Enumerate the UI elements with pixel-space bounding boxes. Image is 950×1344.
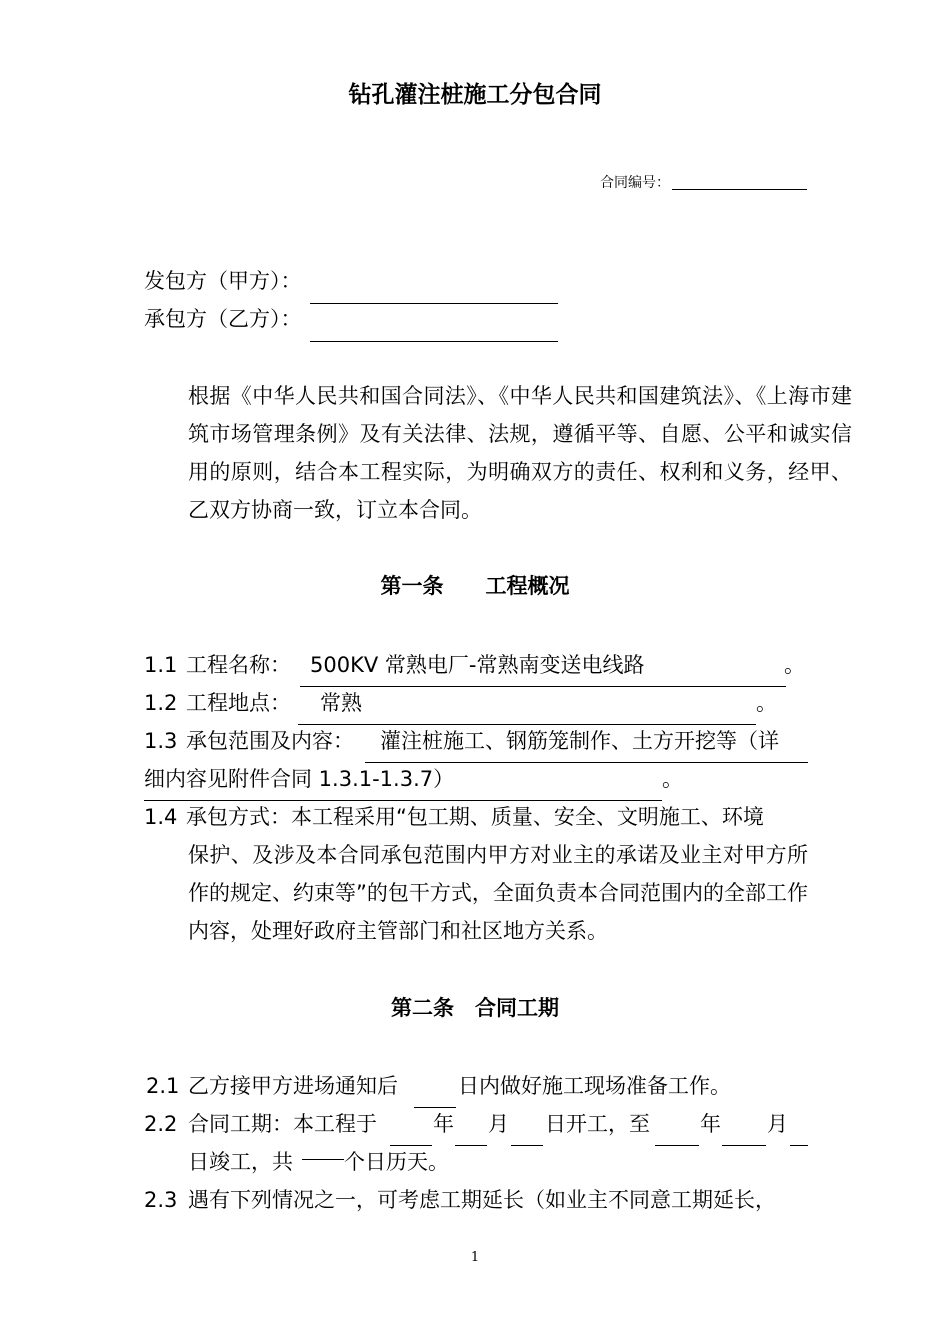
item-1-3-label: 承包范围及内容： xyxy=(186,729,354,753)
item-1-4-first-line: 承包方式：本工程采用“包工期、质量、安全、文明施工、环境 xyxy=(186,805,764,829)
scope-value-line-2: 细内容见附件合同 1.3.1-1.3.7） xyxy=(144,767,455,791)
item-1-2-number: 1.2 xyxy=(144,691,178,715)
article-2-heading: 第二条 合同工期 xyxy=(391,996,559,1020)
item-2-3-number: 2.3 xyxy=(144,1188,178,1212)
item-2-1-text-b: 日内做好施工现场准备工作。 xyxy=(458,1074,731,1098)
party-a-label: 发包方（甲方）： xyxy=(144,269,302,293)
item-1-4-continuation: 保护、及涉及本合同承包范围内甲方对业主的承诺及业主对甲方所作的规定、约束等”的包干方式，全面负责本合同范围内的全部工作内容，处理好政府主管部门和社区地方关系。 xyxy=(188,843,808,943)
item-2-2-number: 2.2 xyxy=(144,1112,178,1136)
preamble-paragraph: 根据《中华人民共和国合同法》、《中华人民共和国建筑法》、《上海市建筑市场管理条例》及有关法律、法规，遵循平等、自愿、公平和诚实信用的原则，结合本工程实际，为明确双方的责任、权利和义务，经甲、乙双方协商一致，订立本合同。 xyxy=(188,384,852,522)
item-2-2-text-b: 日竣工，共 xyxy=(188,1150,293,1174)
end-month-blank[interactable] xyxy=(722,1145,766,1146)
item-2-3-text: 遇有下列情况之一，可考虑工期延长（如业主不同意工期延长， xyxy=(188,1188,776,1212)
start-month-label: 月 xyxy=(488,1112,509,1136)
item-1-4-number: 1.4 xyxy=(144,805,178,829)
end-year-blank[interactable] xyxy=(655,1145,699,1146)
article-1-heading: 第一条 工程概况 xyxy=(380,574,570,598)
start-day-label: 日开工，至 xyxy=(545,1112,650,1136)
item-1-1-number: 1.1 xyxy=(144,653,178,677)
party-a-blank[interactable] xyxy=(310,303,558,304)
project-name-underline xyxy=(300,686,786,687)
item-2-2-text-a: 合同工期：本工程于 xyxy=(188,1112,377,1136)
contract-number-label: 合同编号： xyxy=(600,175,670,191)
contract-number-blank[interactable] xyxy=(672,189,807,190)
project-name-value: 500KV 常熟电厂-常熟南变送电线路 xyxy=(310,653,645,677)
start-day-blank[interactable] xyxy=(511,1145,543,1146)
item-1-1-period: 。 xyxy=(784,653,805,677)
end-month-label: 月 xyxy=(767,1112,788,1136)
end-day-blank[interactable] xyxy=(790,1145,808,1146)
item-2-1-text-a: 乙方接甲方进场通知后 xyxy=(188,1074,398,1098)
item-1-3-number: 1.3 xyxy=(144,729,178,753)
total-days-blank[interactable] xyxy=(302,1159,344,1160)
party-b-blank[interactable] xyxy=(310,341,558,342)
end-year-label: 年 xyxy=(700,1112,721,1136)
item-1-2-period: 。 xyxy=(756,691,777,715)
item-1-2-label: 工程地点： xyxy=(186,691,291,715)
item-1-1-label: 工程名称： xyxy=(186,653,291,677)
party-b-label: 承包方（乙方）： xyxy=(144,307,302,331)
page-number: 1 xyxy=(470,1250,480,1265)
item-1-3-period: 。 xyxy=(662,767,683,791)
item-2-1-number: 2.1 xyxy=(146,1074,180,1098)
document-title: 钻孔灌注桩施工分包合同 xyxy=(348,82,602,108)
project-location-value: 常熟 xyxy=(320,691,362,715)
start-month-blank[interactable] xyxy=(455,1145,487,1146)
scope-value-line-1: 灌注桩施工、钢筋笼制作、土方开挖等（详 xyxy=(380,729,779,753)
item-2-2-text-c: 个日历天。 xyxy=(344,1150,449,1174)
start-year-label: 年 xyxy=(433,1112,454,1136)
